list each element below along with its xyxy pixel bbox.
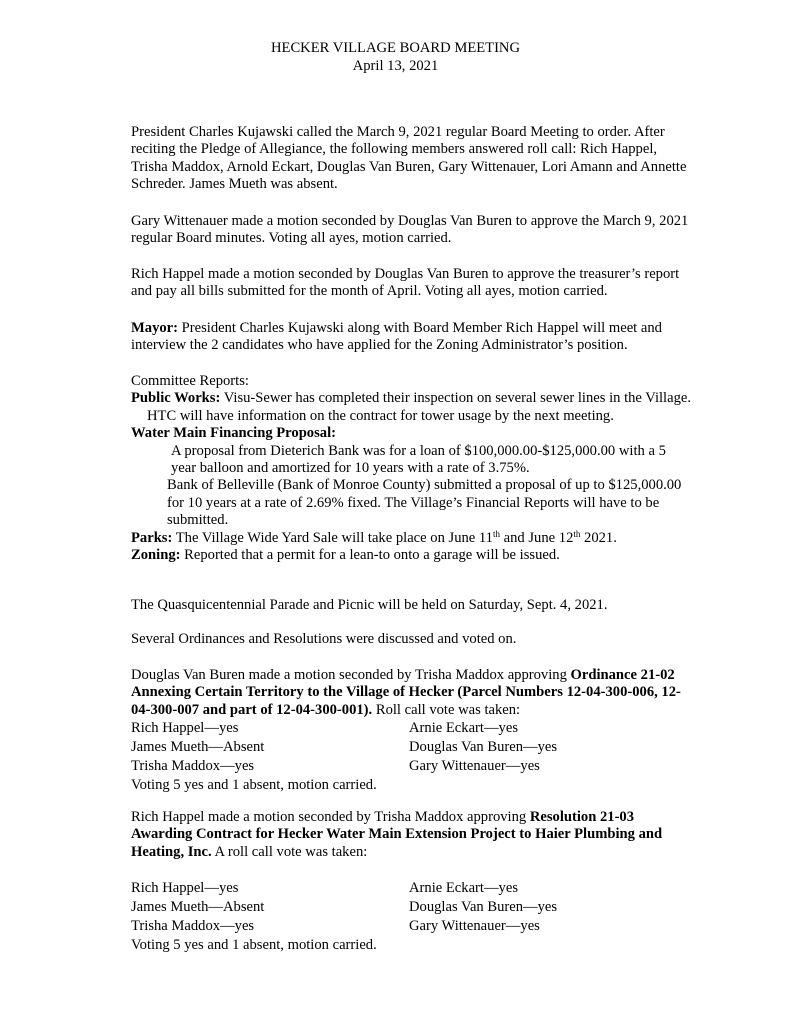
vote-row — [131, 880, 691, 899]
parks-text-a: The Village Wide Yard Sale will take place on June 11 — [172, 529, 493, 546]
ordinance-title: Ordinance 21-02 Annexing Certain Territory to the Village of Hecker (Parcel Numbers 12-04-300-006, 12-04-300-007 and part of 12-04-300-001). — [131, 667, 681, 718]
parks-text-c: 2021. — [580, 529, 617, 546]
vote-result: Voting 5 yes and 1 absent, motion carried. — [131, 937, 377, 953]
vote-entry: Trisha Maddox—yes — [131, 918, 255, 934]
vote-entry: James Mueth—Absent — [131, 739, 265, 755]
resolution-tail: A roll call vote was taken: — [211, 843, 368, 860]
dieterich-proposal: A proposal from Dieterich Bank was for a loan of $100,000.00-$125,000.00 with a 5 year balloon and amortized for 10 years with a rate of 3.75%. — [171, 442, 666, 477]
belleville-proposal: Bank of Belleville (Bank of Monroe County) submitted a proposal of up to $125,000.00 for 10 years at a rate of 2.69% fixed. The Village’s Financial Reports will have to be submitted. — [167, 477, 682, 529]
mayor-paragraph — [131, 320, 691, 355]
vote-entry: Rich Happel—yes — [131, 880, 239, 896]
vote-entry: James Mueth—Absent — [131, 899, 265, 915]
meeting-date: April 13, 2021 — [352, 58, 439, 74]
vote-row — [131, 899, 691, 918]
vote-entry: Douglas Van Buren—yes — [409, 739, 558, 755]
parade-paragraph: The Quasquicentennial Parade and Picnic will be held on Saturday, Sept. 4, 2021. — [131, 597, 608, 613]
public-works-label: Public Works: — [131, 390, 221, 407]
vote-result: Voting 5 yes and 1 absent, motion carried. — [131, 777, 377, 793]
minutes-approval-paragraph: Gary Wittenauer made a motion seconded by Douglas Van Buren to approve the March 9, 2021 regular Board minutes. Voting all ayes, motion carried. — [131, 213, 689, 247]
vote-entry: Arnie Eckart—yes — [409, 880, 519, 896]
parks-sup-a: th — [492, 528, 500, 539]
htc-text: HTC will have information on the contract for tower usage by the next meeting. — [147, 407, 614, 424]
vote-row — [131, 918, 691, 937]
zoning-label: Zoning: — [131, 547, 181, 564]
roll-call-paragraph: President Charles Kujawski called the March 9, 2021 regular Board Meeting to order. After reciting the Pledge of Allegiance, the following members answered roll call: Rich Happel, Trisha Maddox, Arnold Eckart, Douglas Van Buren, Gary Wittenauer, Lori Amann and Annette Schreder. James Mueth was absent. — [131, 124, 687, 193]
resolution-intro: Rich Happel made a motion seconded by Trisha Maddox approving — [131, 809, 530, 825]
resolution-roll-call — [131, 880, 691, 956]
water-main-label: Water Main Financing Proposal: — [131, 425, 336, 442]
vote-entry: Douglas Van Buren—yes — [409, 899, 558, 915]
vote-entry: Trisha Maddox—yes — [131, 758, 255, 774]
mayor-label: Mayor: — [131, 320, 179, 336]
parks-label: Parks: — [131, 529, 173, 546]
parks-sup-b: th — [573, 528, 581, 539]
resolution-title: Resolution 21-03 Awarding Contract for Hecker Water Main Extension Project to Haier Plumbing and Heating, Inc. — [131, 809, 663, 860]
vote-row — [131, 739, 691, 758]
ordinance-intro: Douglas Van Buren made a motion seconded by Trisha Maddox approving — [131, 667, 571, 683]
parks-text-b: and June 12 — [500, 529, 574, 546]
treasurer-report-paragraph: Rich Happel made a motion seconded by Douglas Van Buren to approve the treasurer’s report and pay all bills submitted for the month of April. Voting all ayes, motion carried. — [131, 266, 680, 300]
vote-entry: Gary Wittenauer—yes — [409, 918, 540, 934]
document-title: HECKER VILLAGE BOARD MEETING — [270, 40, 521, 56]
committee-reports-section — [131, 373, 691, 564]
ordinance-tail: Roll call vote was taken: — [372, 701, 521, 718]
vote-entry: Arnie Eckart—yes — [409, 720, 519, 736]
resolution-motion-paragraph — [131, 809, 691, 861]
ordinances-paragraph: Several Ordinances and Resolutions were discussed and voted on. — [131, 631, 517, 647]
committee-heading: Committee Reports: — [131, 373, 249, 389]
mayor-text: President Charles Kujawski along with Board Member Rich Happel will meet and interview the 2 candidates who have applied for the Zoning Administrator’s position. — [131, 320, 662, 354]
vote-entry: Gary Wittenauer—yes — [409, 758, 540, 774]
public-works-text: Visu-Sewer has completed their inspection on several sewer lines in the Village. — [220, 390, 692, 407]
zoning-text: Reported that a permit for a lean-to onto a garage will be issued. — [180, 547, 560, 564]
vote-entry: Rich Happel—yes — [131, 720, 239, 736]
ordinance-roll-call — [131, 720, 691, 796]
vote-row — [131, 758, 691, 777]
vote-row — [131, 720, 691, 739]
ordinance-motion-paragraph — [131, 667, 691, 719]
